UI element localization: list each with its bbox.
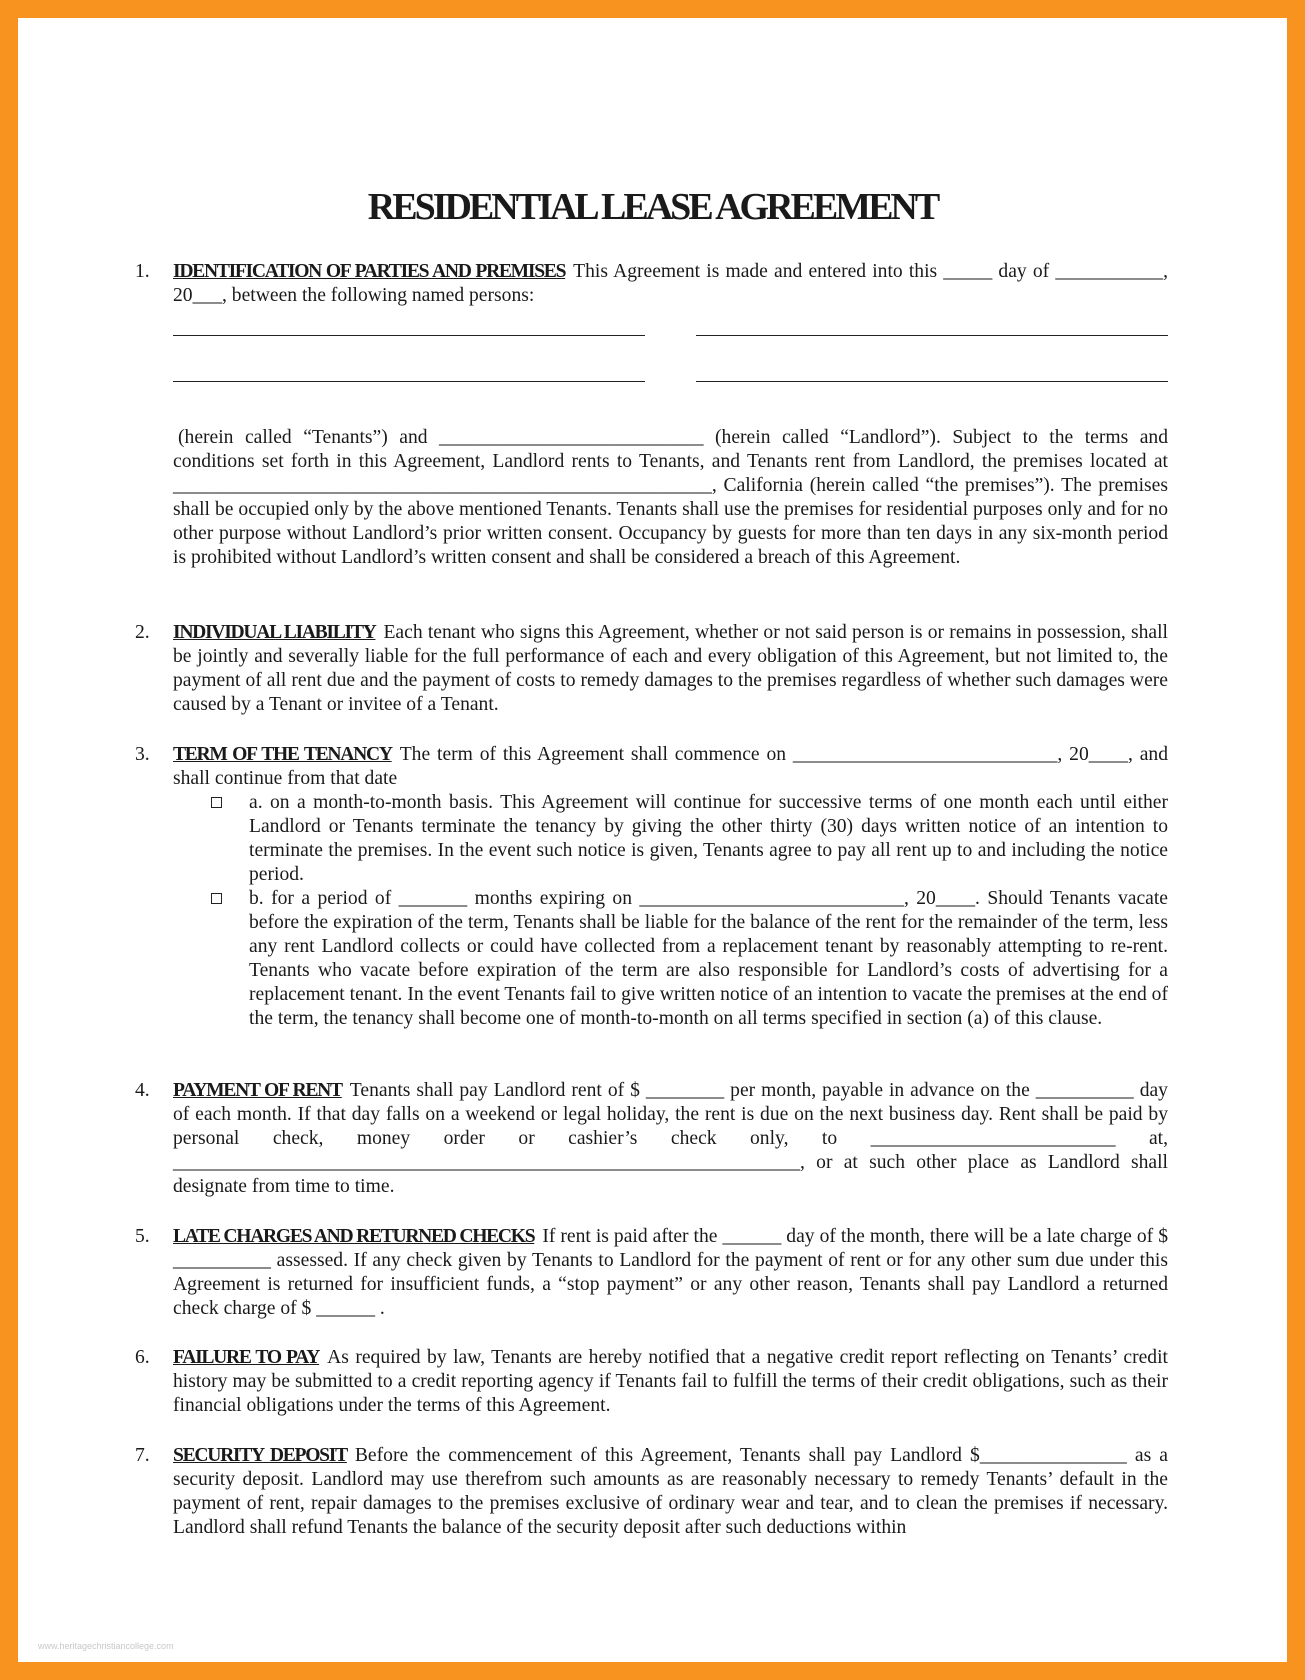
clause-heading: LATE CHARGES AND RETURNED CHECKS — [173, 1226, 535, 1247]
clause-6 — [18, 1346, 1287, 1418]
document-page — [18, 18, 1287, 1662]
clause-body — [173, 260, 1168, 308]
party-signature-lines — [173, 335, 1168, 395]
clause-heading: FAILURE TO PAY — [173, 1347, 320, 1368]
clause-1 — [18, 260, 1287, 308]
clause-text: As required by law, Tenants are hereby notified that a negative credit report reflecting on Tenants’ credit history may be submitted to a credit reporting agency if Tenants fail to fulfill the terms of their credit obligations, such as their financial obligations under the terms of this Agreement. — [173, 1347, 1168, 1416]
checkbox-icon[interactable] — [211, 797, 222, 808]
party-name-line[interactable] — [696, 381, 1168, 382]
clause-heading: INDIVIDUAL LIABILITY — [173, 622, 376, 643]
clause-number: 2. — [135, 622, 150, 643]
party-name-line[interactable] — [173, 335, 645, 336]
option-text: a. on a month-to-month basis. This Agreement will continue for successive terms of one month each until either Landlord or Tenants terminate the tenancy by giving the other thirty (30) days written notice of an intention to terminate the premises. In the event such notice is given, Tenants agree to pay all rent up to and including the notice period. — [249, 792, 1168, 885]
clause-text: Before the commencement of this Agreement, Tenants shall pay Landlord $_______________ as a security deposit. Landlord may use therefrom such amounts as are reasonably necessary to remedy Tenants’ default in the payment of rent, repair damages to the premises exclusive of ordinary wear and tear, and to clean the premises if necessary. Landlord shall refund Tenants the balance of the security deposit after such deductions within — [173, 1445, 1168, 1538]
clause-text: Tenants shall pay Landlord rent of $ ________ per month, payable in advance on the __________ day of each month. If that day falls on a weekend or legal holiday, the rent is due on the next business day. Rent shall be paid by personal check, money order or cashier’s check only, to _________________________ at, ________________________________________________________________, or at such other place as Landlord shall designate from time to time. — [173, 1080, 1168, 1197]
term-option-b — [249, 887, 1168, 1031]
clause-number: 3. — [135, 744, 150, 765]
clause-body — [173, 743, 1168, 791]
clause-heading: PAYMENT OF RENT — [173, 1080, 342, 1101]
clause-4 — [18, 1079, 1287, 1199]
clause-body — [173, 1225, 1168, 1321]
party-name-line[interactable] — [173, 381, 645, 382]
clause-heading: SECURITY DEPOSIT — [173, 1445, 347, 1466]
clause-1-continued — [18, 426, 1287, 570]
clause-heading: IDENTIFICATION OF PARTIES AND PREMISES — [173, 261, 566, 282]
clause-number: 6. — [135, 1347, 150, 1368]
clause-5 — [18, 1225, 1287, 1321]
clause-number: 1. — [135, 261, 150, 282]
party-name-line[interactable] — [696, 335, 1168, 336]
clause-number: 5. — [135, 1226, 150, 1247]
clause-text: The term of this Agreement shall commence on ___________________________, 20____, and shall continue from that date — [173, 744, 1168, 789]
clause-text: Each tenant who signs this Agreement, whether or not said person is or remains in possession, shall be jointly and severally liable for the full performance of each and every obligation of this Agreement, but not limited to, the payment of all rent due and the payment of costs to remedy damages to the premises regardless of whether such damages were caused by a Tenant or invitee of a Tenant. — [173, 622, 1168, 715]
clause-3 — [18, 743, 1287, 1031]
clause-body — [173, 1079, 1168, 1199]
clause-number: 7. — [135, 1445, 150, 1466]
clause-number: 4. — [135, 1080, 150, 1101]
clause-text: (herein called “Tenants”) and ___________________________ (herein called “Landlord”). Subject to the terms and conditions set forth in this Agreement, Landlord rents to Tenants, and Tenants rent from Landlord, the premises located at _______________________________________________________, California (herein called “the premises”). The premises shall be occupied only by the above mentioned Tenants. Tenants shall use the premises for residential purposes only and for no other purpose without Landlord’s prior written consent. Occupancy by guests for more than ten days in any six-month period is prohibited without Landlord’s written consent and shall be considered a breach of this Agreement. — [173, 427, 1168, 568]
clause-2 — [18, 621, 1287, 717]
clause-heading: TERM OF THE TENANCY — [173, 744, 392, 765]
checkbox-icon[interactable] — [211, 893, 222, 904]
clause-body — [173, 621, 1168, 717]
clause-text: If rent is paid after the ______ day of the month, there will be a late charge of $ __________ assessed. If any check given by Tenants to Landlord for the payment of rent or for any other sum due under this Agreement is returned for insufficient funds, a “stop payment” or any other reason, Tenants shall pay Landlord a returned check charge of $ ______ . — [173, 1226, 1168, 1319]
clause-body — [173, 1346, 1168, 1418]
term-option-a — [249, 791, 1168, 887]
clause-7 — [18, 1444, 1287, 1540]
clause-body — [173, 1444, 1168, 1540]
clause-body — [173, 426, 1168, 570]
option-text: b. for a period of _______ months expiring on ___________________________, 20____. Should Tenants vacate before the expiration of the term, Tenants shall be liable for the balance of the rent for the remainder of the term, less any rent Landlord collects or could have collected from a replacement tenant by reasonably attempting to re-rent. Tenants who vacate before expiration of the term are also responsible for Landlord’s costs of advertising for a replacement tenant. In the event Tenants fail to give written notice of an intention to vacate the premises at the end of the term, the tenancy shall become one of month-to-month on all terms specified in section (a) of this clause. — [249, 888, 1168, 1029]
clause-text: This Agreement is made and entered into this _____ day of ___________, 20___, between the following named persons: — [173, 261, 1168, 306]
document-title: RESIDENTIAL LEASE AGREEMENT — [367, 186, 938, 228]
watermark: www.heritagechristiancollege.com — [38, 1641, 174, 1651]
